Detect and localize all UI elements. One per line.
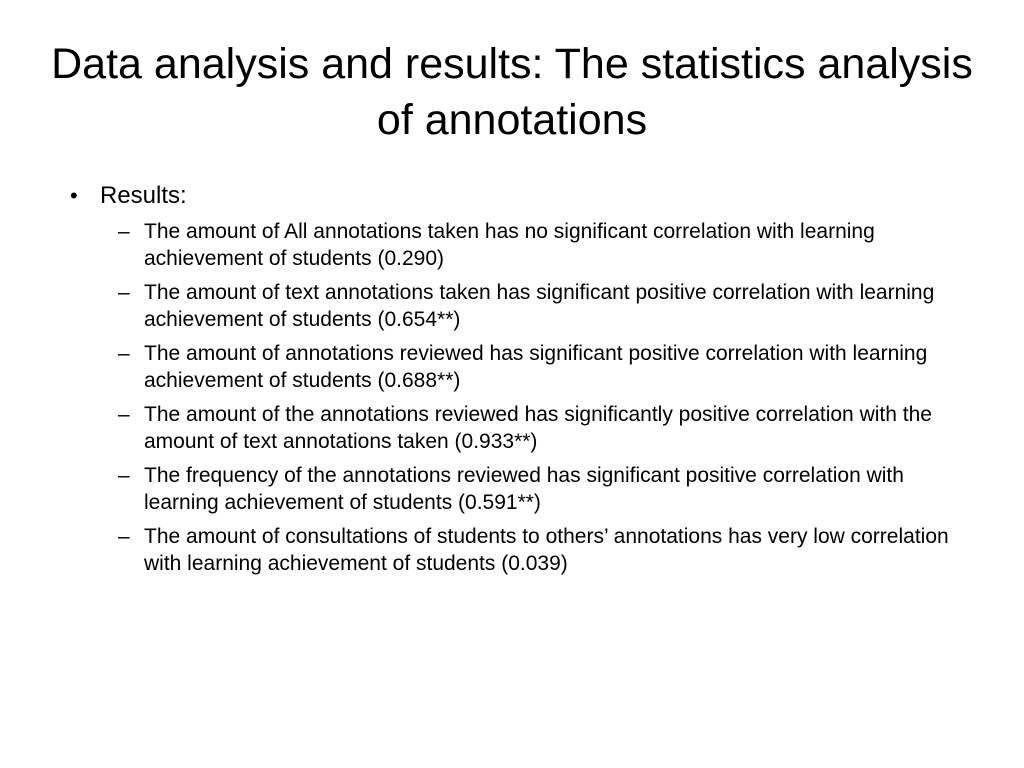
dash-icon: –: [118, 281, 130, 304]
dash-icon: –: [118, 525, 130, 548]
results-list: [70, 218, 970, 577]
result-text: The amount of consultations of students to others’ annotations has very low correlation with learning achievement of students (0.039): [144, 525, 949, 575]
dash-icon: –: [118, 220, 130, 243]
list-item: [118, 279, 970, 333]
result-text: The amount of All annotations taken has no significant correlation with learning achievement of students (0.290): [144, 220, 875, 270]
dash-icon: –: [118, 342, 130, 365]
list-item: [118, 340, 970, 394]
results-label: Results:: [100, 182, 187, 209]
result-text: The amount of text annotations taken has significant positive correlation with learning achievement of students (0.654**): [144, 281, 935, 331]
results-bullet: [70, 180, 970, 212]
list-item: [118, 462, 970, 516]
result-text: The amount of annotations reviewed has significant positive correlation with learning achievement of students (0.688**): [144, 342, 928, 392]
slide-body: [70, 180, 970, 584]
list-item: [118, 523, 970, 577]
result-text: The frequency of the annotations reviewed has significant positive correlation with learning achievement of students (0.591**): [144, 464, 904, 514]
bullet-icon: •: [70, 183, 78, 208]
dash-icon: –: [118, 464, 130, 487]
list-item: [118, 218, 970, 272]
dash-icon: –: [118, 403, 130, 426]
list-item: [118, 401, 970, 455]
result-text: The amount of the annotations reviewed has significantly positive correlation with the amount of text annotations taken (0.933**): [144, 403, 932, 453]
slide-title: Data analysis and results: The statistics analysis of annotations: [51, 40, 973, 144]
